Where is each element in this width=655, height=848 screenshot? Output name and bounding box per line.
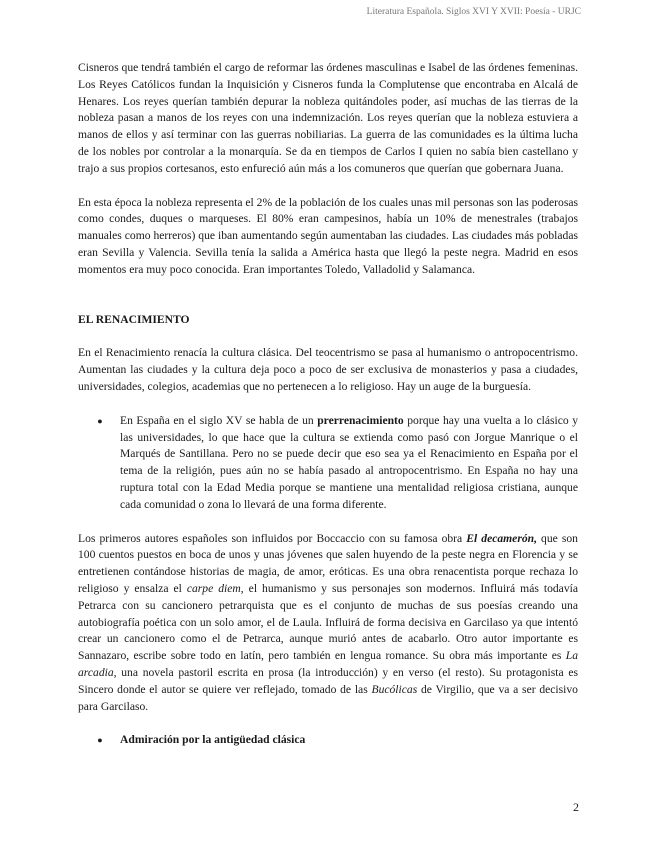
paragraph-cisneros: Cisneros que tendrá también el cargo de reformar las órdenes masculinas e Isabel de las órdenes femeninas. Los Reyes Católicos fundan la Inquisición y Cisneros funda la Complutense que encontraba en Alcalá de Henares. Los reyes querían también depurar la nobleza quitándoles poder, así muchas de las tierras de la nobleza pasan a manos de los reyes con una indemnización. Los reyes querían que la nobleza estuviera a manos de ellos y así terminar con las guerras nobiliarias. La guerra de las comunidades es la última lucha de los nobles por controlar a la monarquía. Se da en tiempos de Carlos I quien no sabía bien castellano y trajo a sus propios cortesanos, esto enfureció aún más a los comuneros que querían que gobernara Juana. [78, 61, 578, 175]
bold-term: prerrenacimiento [317, 413, 404, 427]
bullet-heading: Admiración por la antigüedad clásica [120, 733, 306, 747]
bullet-text: En España en el siglo XV se habla de un prerrenacimiento porque hay una vuelta a lo clásico y las universidades, lo que hace que la cultura se extienda como pasó con Jorgue Manrique o el Marqués de Santillana. Pero no se puede decir que eso sea ya el Renacimiento en España por el tema de la religión, pues aún no se había pasado al antropocentrismo. En España no hay una ruptura total con la Edad Media porque se mantiene una mentalidad religiosa cristiana, aunque cada comunidad o zona lo llevará de una forma diferente. [120, 413, 578, 511]
paragraph-renacimiento-intro: En el Renacimiento renacía la cultura clásica. Del teocentrismo se pasa al humanismo o antropocentrismo. Aumentan las ciudades y la cultura deja poco a poco de ser exclusiva de monasterios y pasa a ciudades, universidades, colegios, academias que no pertenecen a lo religioso. Hay un auge de la burguesía. [78, 346, 578, 393]
section-heading: EL RENACIMIENTO [78, 312, 190, 326]
paragraph-autores: Los primeros autores españoles son influidos por Boccaccio con su famosa obra El decamerón, que son 100 cuentos puestos en boca de unos y unas jóvenes que salen huyendo de la peste negra en Florencia y se entretienen contándose historias de magia, de amor, eróticas. Es una obra renacentista porque rechaza lo religioso y ensalza el carpe diem, el humanismo y sus personajes son modernos. Influirá más todavía Petrarca con su cancionero petrarquista que es el conjunto de muchas de sus poesías creando una autobiografía poética con un solo amor, el de Laula. Influirá de forma decisiva en Garcilaso ya que intentó crear un cancionero como el de Petrarca, aunque murió antes de acabarlo. Otro autor importante es Sannazaro, escribe sobre todo en latín, pero también en lengua romance. Su obra más importante es La arcadia, una novela pastoril escrita en prosa (la introducción) y en verso (el resto). Su protagonista es Sincero donde el autor se quiere ver reflejado, tomado de las Bucólicas de Virgilio, que va a ser decisivo para Garcilaso. [78, 531, 578, 713]
page-content [78, 60, 578, 749]
bullet-item-prerrenacimiento [78, 413, 578, 514]
work-title-arcadia: La arcadia, [78, 649, 578, 679]
paragraph-nobleza: En esta época la nobleza representa el 2% de la población de los cuales unas mil personas son las poderosas como condes, duques o marqueses. El 80% eran campesinos, había un 10% de menestrales (trabajos manuales como herreros) que iban aumentando según aumentaban las ciudades. Las ciudades más pobladas eran Sevilla y Valencia. Sevilla tenía la salida a América hasta que llegó la peste negra. Madrid en esos momentos era muy poco conocida. Eran importantes Toledo, Valladolid y Salamanca. [78, 195, 578, 276]
bullet-dot-icon: ● [97, 735, 103, 746]
bullet-dot-icon: ● [97, 415, 103, 426]
page-number: 2 [573, 800, 579, 814]
work-title-bucolicas: Bucólicas [371, 682, 418, 696]
running-header: Literatura Española. Siglos XVI Y XVII: Poesía - URJC [366, 7, 581, 17]
work-title-decameron: El decamerón, [466, 531, 537, 545]
bullet-item-admiracion [78, 732, 578, 749]
term-carpe-diem: carpe diem [186, 581, 241, 595]
